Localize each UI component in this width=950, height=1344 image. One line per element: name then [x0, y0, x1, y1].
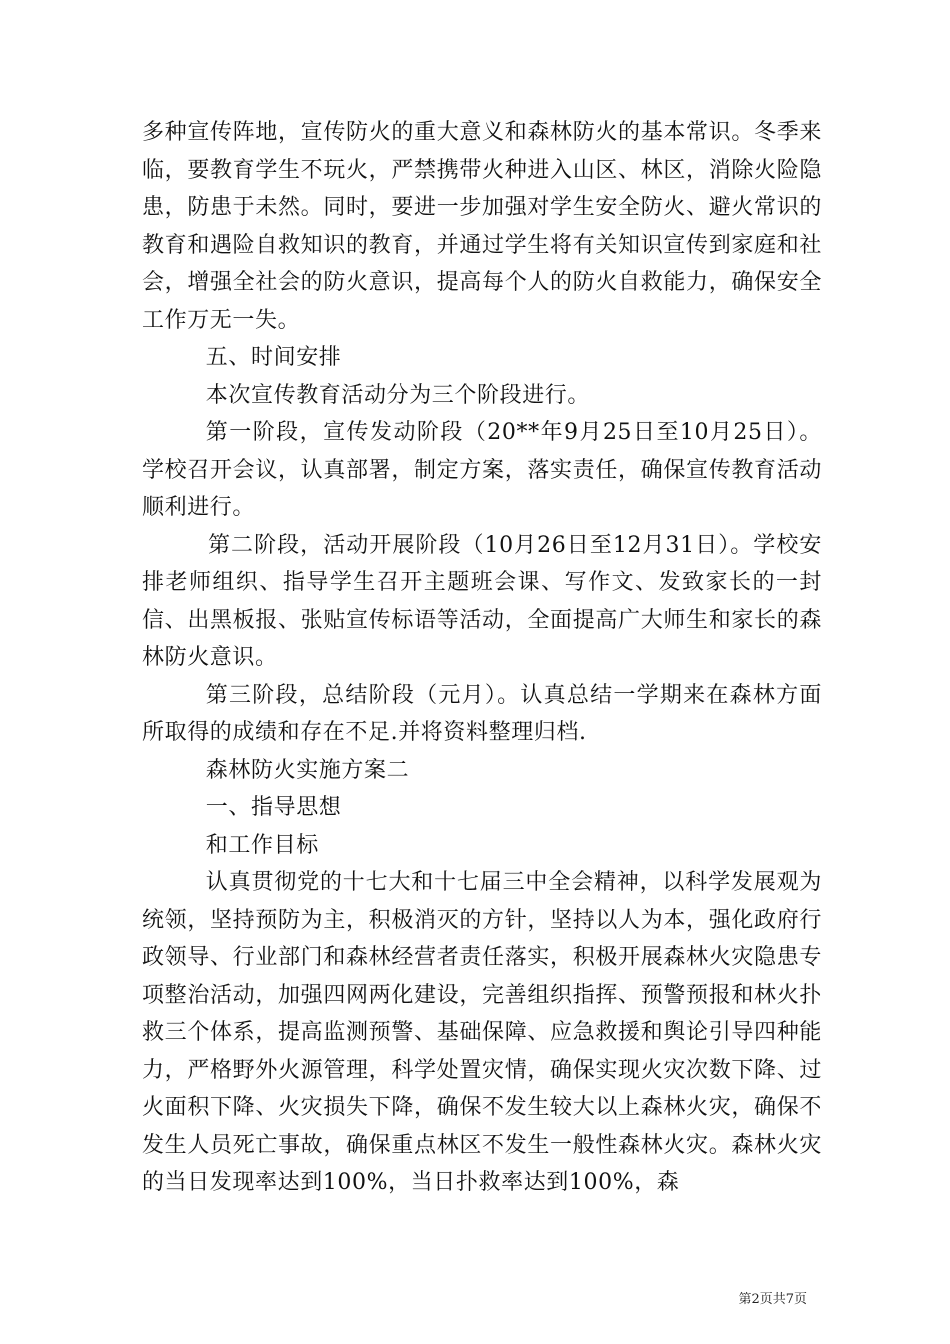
section-heading-guiding-thought: 一、指导思想: [205, 795, 342, 820]
paragraph-phase-3: 第三阶段，总结阶段（元月）。认真总结一学期来在森林方面所取得的成绩和存在不足.并将资料整理归档.: [142, 682, 822, 745]
page-number: 第2页共7页: [738, 1292, 807, 1307]
paragraph-phase-2: 第二阶段，活动开展阶段（10月26日至12月31日）。学校安排老师组织、指导学生召开主题班会课、写作文、发致家长的一封信、出黑板报、张贴宣传标语等活动，全面提高广大师生和家长的森林防火意识。: [142, 532, 822, 670]
section-heading-time-schedule: 五、时间安排: [205, 345, 342, 370]
paragraph-1: 多种宣传阵地，宣传防火的重大意义和森林防火的基本常识。冬季来临，要教育学生不玩火，严禁携带火种进入山区、林区，消除火险隐患，防患于未然。同时，要进一步加强对学生安全防火、避火常识的教育和遇险自救知识的教育，并通过学生将有关知识宣传到家庭和社会，增强全社会的防火意识，提高每个人的防火自救能力，确保安全工作万无一失。: [142, 120, 822, 333]
paragraph-2: 本次宣传教育活动分为三个阶段进行。: [205, 382, 590, 408]
document-body: [142, 114, 822, 1202]
section-heading-work-goal: 和工作目标: [205, 832, 319, 858]
paragraph-phase-1: 第一阶段，宣传发动阶段（20**年9月25日至10月25日）。学校召开会议，认真部署，制定方案，落实责任，确保宣传教育活动顺利进行。: [142, 420, 822, 520]
paragraph-guiding-content: 认真贯彻党的十七大和十七届三中全会精神，以科学发展观为统领，坚持预防为主，积极消灭的方针，坚持以人为本，强化政府行政领导、行业部门和森林经营者责任落实，积极开展森林火灾隐患专项整治活动，加强四网两化建设，完善组织指挥、预警预报和林火扑救三个体系，提高监测预警、基础保障、应急救援和舆论引导四种能力，严格野外火源管理，科学处置灾情，确保实现火灾次数下降、过火面积下降、火灾损失下降，确保不发生较大以上森林火灾，确保不发生人员死亡事故，确保重点林区不发生一般性森林火灾。森林火灾的当日发现率达到100%，当日扑救率达到100%，森: [142, 870, 822, 1195]
section-heading-plan-two: 森林防火实施方案二: [205, 757, 410, 783]
